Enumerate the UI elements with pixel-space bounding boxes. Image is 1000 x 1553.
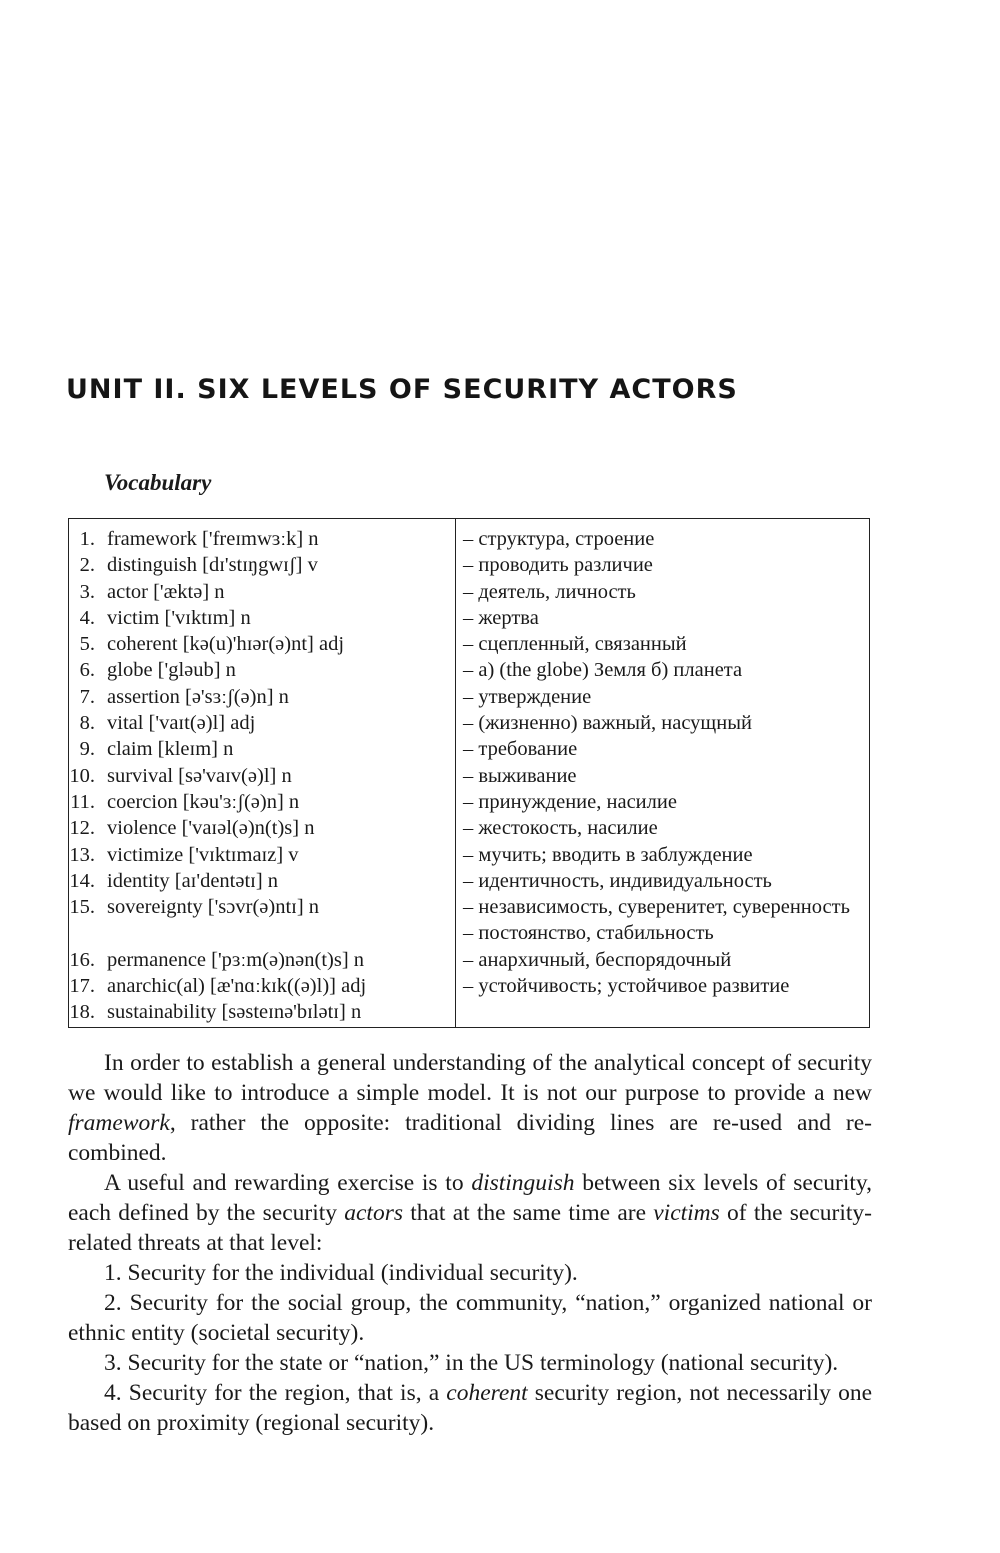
vocab-term-row xyxy=(69,631,455,657)
vocab-translation: – структура, строение xyxy=(463,528,655,550)
vocab-term: globe ['gləub] n xyxy=(107,659,236,682)
vocab-term: victim ['vɪktɪm] n xyxy=(107,606,251,629)
vocab-translation: – сцепленный, связанный xyxy=(463,633,687,656)
vocab-term: identity [aɪ'dentətɪ] n xyxy=(107,869,279,892)
vocab-term-row xyxy=(69,684,455,710)
vocab-term-row xyxy=(69,868,455,894)
vocab-term: permanence ['pɜːm(ə)nən(t)s] n xyxy=(107,948,365,971)
table-divider xyxy=(455,519,456,1027)
vocab-term-row xyxy=(69,605,455,631)
vocab-translation: – идентичность, индивидуальность xyxy=(463,869,772,892)
vocab-translation: – мучить; вводить в заблуждение xyxy=(463,843,753,866)
paragraph: A useful and rewarding exercise is to distinguish between six levels of security, each defined by the security actors that at the same time are victims of the security-related threats at that level: xyxy=(68,1170,872,1256)
vocab-term: assertion [ə'sɜːʃ(ə)n] n xyxy=(107,685,289,708)
paragraph: In order to establish a general understanding of the analytical concept of security we would like to introduce a simple model. It is not our purpose to provide a new framework, rather the opposite: traditional dividing lines are re-used and re-combined. xyxy=(68,1050,872,1166)
page-title: UNIT II. SIX LEVELS OF SECURITY ACTORS xyxy=(66,374,738,405)
vocab-term-row xyxy=(69,579,455,605)
vocab-translation: – а) (the globe) Земля б) планета xyxy=(463,659,743,682)
vocab-number: 11. xyxy=(70,790,95,813)
vocab-translation: – жертва xyxy=(463,606,539,629)
vocab-translation: – (жизненно) важный, насущный xyxy=(463,712,752,735)
vocab-term: framework ['freɪmwɜːk] n xyxy=(107,528,319,550)
vocab-term: sovereignty ['sɔvr(ə)ntɪ] n xyxy=(107,896,320,919)
vocab-term-row xyxy=(69,657,455,683)
vocab-term-row xyxy=(69,763,455,789)
vocab-term-row xyxy=(69,947,455,973)
vocab-translation: – независимость, суверенитет, суверенность xyxy=(463,896,850,919)
vocab-term-row xyxy=(69,736,455,762)
vocab-term: claim [kleɪm] n xyxy=(107,738,234,761)
vocab-number: 13. xyxy=(69,843,95,866)
vocab-term: victimize ['vɪktɪmaɪz] v xyxy=(107,843,299,866)
vocab-term: coherent [kə(u)'hɪər(ə)nt] adj xyxy=(107,633,345,656)
vocab-term: vital ['vaɪt(ə)l] adj xyxy=(107,712,256,735)
vocabulary-heading: Vocabulary xyxy=(104,470,212,495)
vocab-number: 7. xyxy=(79,685,95,708)
list-item: 2. Security for the social group, the community, “nation,” organized national or ethnic entity (societal security). xyxy=(68,1290,872,1346)
vocab-number: 15. xyxy=(69,896,95,919)
vocab-number: 2. xyxy=(79,554,95,577)
vocab-term: anarchic(al) [æ'nɑːkɪk((ə)l)] adj xyxy=(107,975,367,998)
vocab-translation: – проводить различие xyxy=(463,554,653,577)
list-item: 4. Security for the region, that is, a coherent security region, not necessarily one based on proximity (regional security). xyxy=(68,1380,872,1436)
vocab-translation: – устойчивость; устойчивое развитие xyxy=(463,975,790,998)
vocab-translation: – выживание xyxy=(463,764,577,787)
vocab-number: 18. xyxy=(69,1001,95,1024)
vocab-translation: – требование xyxy=(463,738,578,761)
vocab-number: 10. xyxy=(69,764,95,787)
vocab-term: survival [sə'vaɪv(ə)l] n xyxy=(107,764,292,787)
vocab-translation: – утверждение xyxy=(463,685,592,708)
body-text xyxy=(68,1048,872,1438)
vocab-term: distinguish [dɪ'stɪŋgwɪʃ] v xyxy=(107,554,318,577)
term-column xyxy=(69,526,455,1026)
vocab-term-row xyxy=(69,789,455,815)
translation-column xyxy=(463,526,867,999)
vocab-term: coercion [kəu'ɜːʃ(ə)n] n xyxy=(107,790,300,813)
vocab-term-row xyxy=(69,894,455,920)
vocab-number: 14. xyxy=(69,869,95,892)
vocab-translation: – деятель, личность xyxy=(463,580,636,603)
vocab-number: 3. xyxy=(79,580,95,603)
vocab-number: 5. xyxy=(79,633,95,656)
vocab-term-row xyxy=(69,815,455,841)
vocab-number: 8. xyxy=(79,712,95,735)
vocab-number: 4. xyxy=(79,606,95,629)
vocab-term-row xyxy=(69,999,455,1025)
vocab-number: 1. xyxy=(79,528,95,550)
vocab-term-row xyxy=(69,710,455,736)
vocab-term-row xyxy=(69,526,455,552)
list-item: 3. Security for the state or “nation,” in the US terminology (national security). xyxy=(104,1350,839,1376)
vocab-translation: – постоянство, стабильность xyxy=(463,922,714,945)
vocab-term-row xyxy=(69,842,455,868)
vocab-term-row xyxy=(69,973,455,999)
vocabulary-table xyxy=(68,518,870,1028)
vocab-term-row xyxy=(69,552,455,578)
vocab-number: 6. xyxy=(79,659,95,682)
vocab-translation: – жестокость, насилие xyxy=(463,817,658,840)
vocab-number: 17. xyxy=(69,975,95,998)
list-item: 1. Security for the individual (individual security). xyxy=(104,1260,578,1286)
vocab-term: violence ['vaɪəl(ə)n(t)s] n xyxy=(107,817,315,840)
vocab-translation: – принуждение, насилие xyxy=(463,790,677,813)
vocab-number: 16. xyxy=(69,948,95,971)
vocab-term: sustainability [səsteɪnə'bɪlətɪ] n xyxy=(107,1001,362,1024)
vocab-term: actor ['æktə] n xyxy=(107,580,225,603)
vocab-translation: – анархичный, беспорядочный xyxy=(463,948,732,971)
vocab-number: 9. xyxy=(79,738,95,761)
vocab-number: 12. xyxy=(69,817,95,840)
